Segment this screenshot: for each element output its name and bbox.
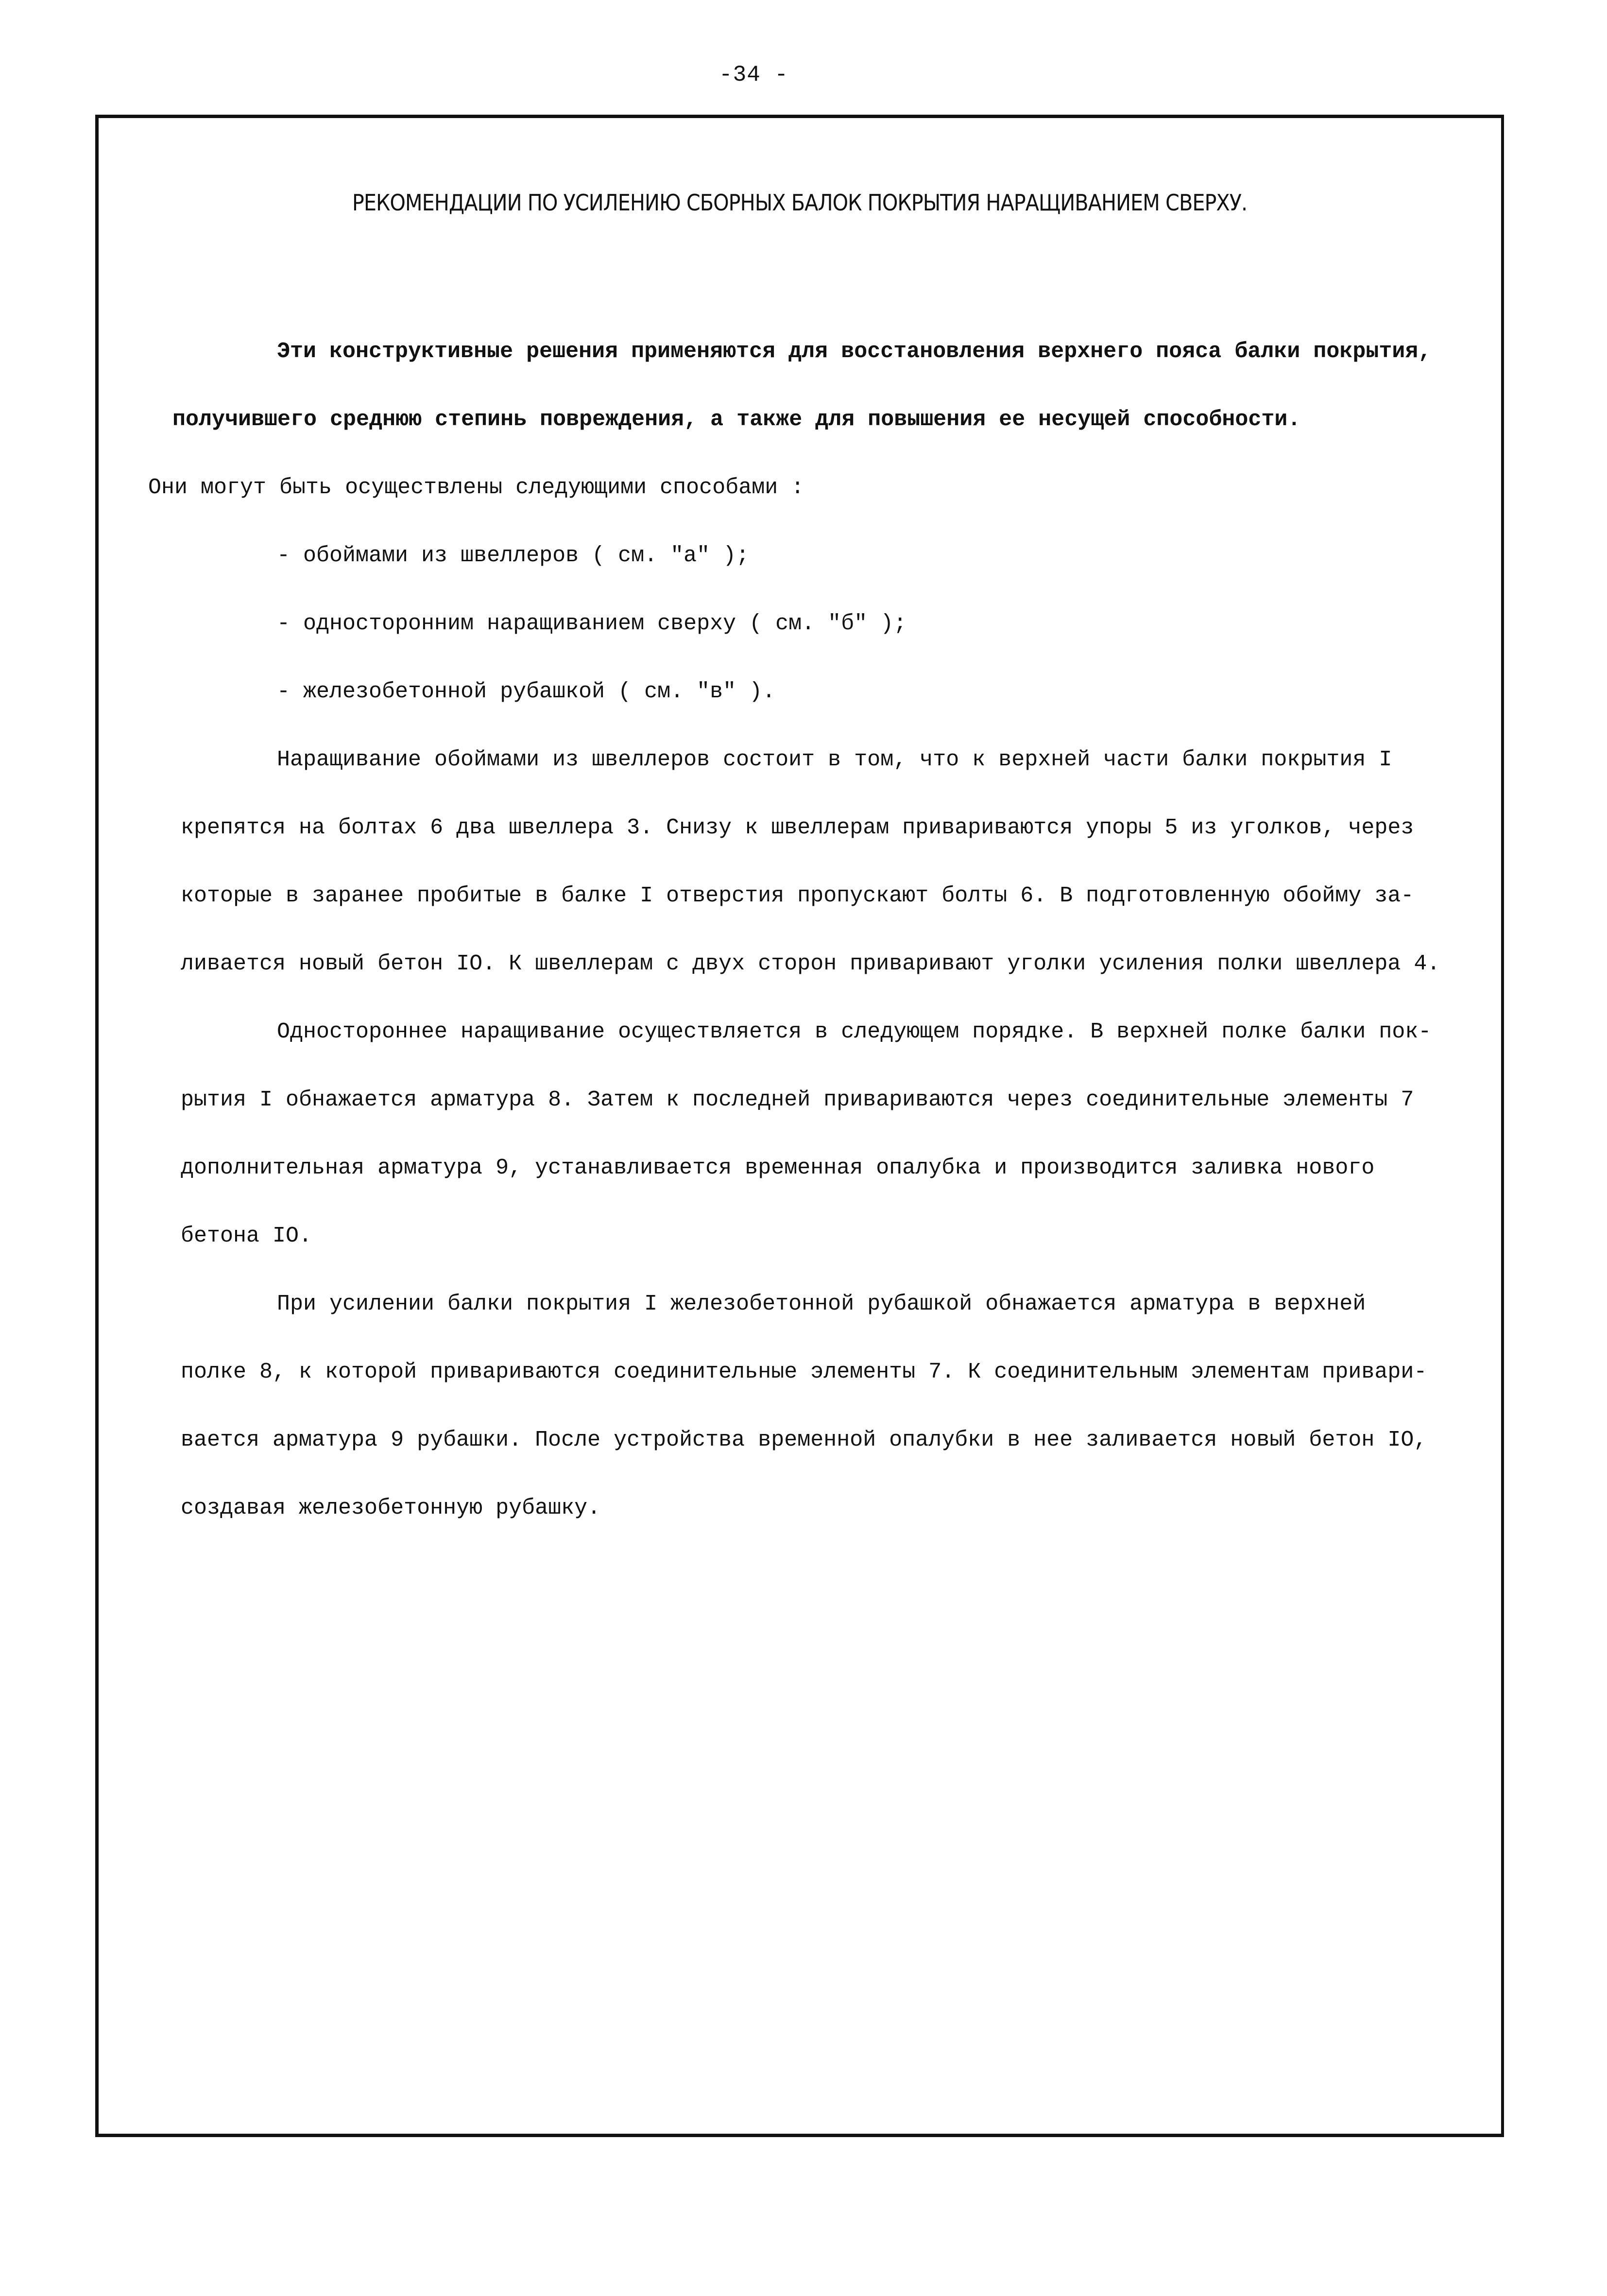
paragraph-3-line-3: вается арматура 9 рубашки. После устройства временной опалубки в нее заливается новый бетон IO, [181,1428,1427,1452]
method-c: - железобетонной рубашкой ( см. "в" ). [277,679,776,704]
page-number: -34 - [719,62,789,87]
paragraph-1-line-1: Наращивание обоймами из швеллеров состоит в том, что к верхней части балки покрытия I [277,747,1392,772]
paragraph-3-line-1: При усилении балки покрытия I железобетонной рубашкой обнажается арматура в верхней [277,1292,1366,1316]
paragraph-2-line-1: Одностороннее наращивание осуществляется в следующем порядке. В верхней полке балки пок- [277,1019,1432,1044]
paragraph-2-line-3: дополнительная арматура 9, устанавливается временная опалубка и производится заливка нового [181,1156,1375,1180]
paragraph-1-line-3: которые в заранее пробитые в балке I отверстия пропускают болты 6. В подготовленную обойму за- [181,883,1414,908]
document-title: РЕКОМЕНДАЦИИ ПО УСИЛЕНИЮ СБОРНЫХ БАЛОК ПОКРЫТИЯ НАРАЩИВАНИЕМ СВЕРХУ. [352,190,1248,216]
paragraph-1-line-4: ливается новый бетон IO. К швеллерам с двух сторон приваривают уголки усиления полки швеллера 4. [181,951,1440,976]
method-b: - односторонним наращиванием сверху ( см. "б" ); [277,611,907,636]
paragraph-3-line-2: полке 8, к которой привариваются соединительные элементы 7. К соединительным элементам привари- [181,1360,1427,1384]
paragraph-2-line-2: рытия I обнажается арматура 8. Затем к последней привариваются через соединительные элементы 7 [181,1088,1414,1112]
paragraph-3-line-4: создавая железобетонную рубашку. [181,1496,601,1520]
document-body [0,318,1607,1542]
paragraph-2-line-4: бетона IO. [181,1224,312,1248]
method-a: - обоймами из швеллеров ( см. "а" ); [277,543,750,568]
intro-line-2: получившего среднюю степинь повреждения, а также для повышения ее несущей способности. [172,407,1301,432]
intro-line-1: Эти конструктивные решения применяются для восстановления верхнего пояса балки покрытия, [277,339,1432,364]
methods-intro: Они могут быть осуществлены следующими способами : [148,475,804,500]
paragraph-1-line-2: крепятся на болтах 6 два швеллера 3. Снизу к швеллерам привариваются упоры 5 из уголков, через [181,815,1414,840]
